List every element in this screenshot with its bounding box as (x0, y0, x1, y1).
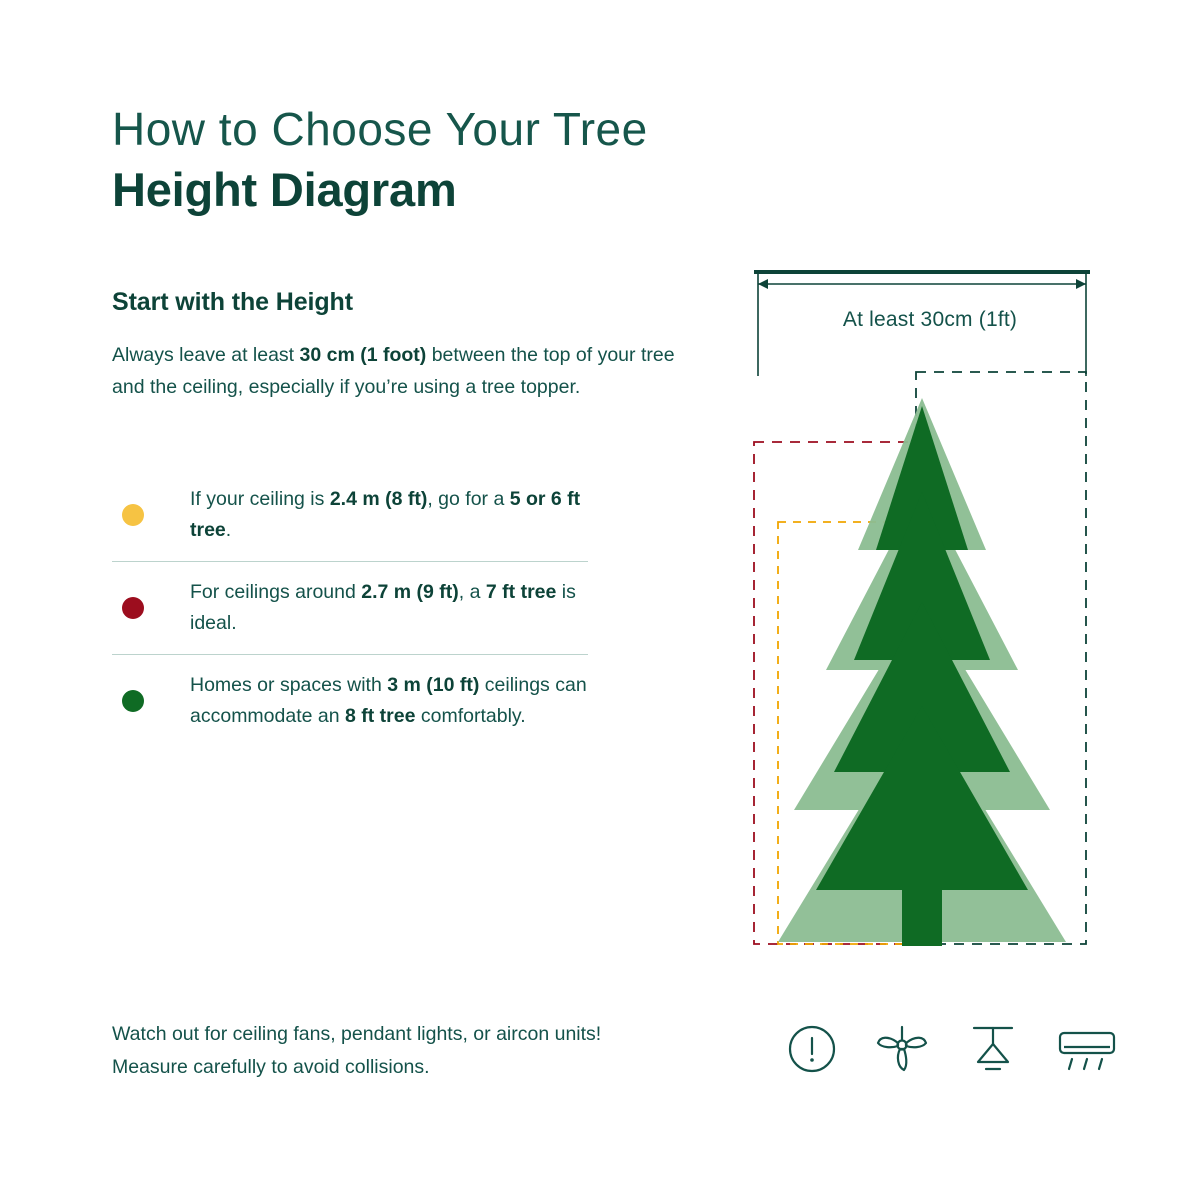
bullet-text-d: 5 or 6 ft tree (190, 487, 581, 542)
bullet-text-e: comfortably. (415, 705, 526, 728)
tree-silhouette-dark (816, 406, 1028, 946)
footnote-line1: Watch out for ceiling fans, pendant lights, or aircon units! (112, 1023, 602, 1045)
bullet-text-a: For ceilings around (190, 580, 362, 603)
clearance-arrow-right (1076, 279, 1086, 289)
bullet-text-e: . (225, 519, 232, 542)
page-header (112, 104, 812, 217)
list-item (112, 469, 588, 561)
page-title-line2: Height Diagram (112, 162, 457, 216)
list-item (112, 655, 588, 747)
bullet-text-c: ceilings can accommodate an (190, 673, 587, 728)
intro-text-b: 30 cm (1 foot) (299, 344, 427, 366)
intro-text-a: Always leave at least (112, 344, 300, 366)
list-item-text (190, 484, 588, 547)
warning-icon (786, 1023, 838, 1075)
bullet-text-d: 8 ft tree (345, 705, 416, 728)
bullet-text-c: , go for a (427, 487, 510, 510)
clearance-arrow-left (758, 279, 768, 289)
bullet-dot-green (122, 690, 144, 712)
bullet-text-e: is ideal. (190, 580, 576, 635)
content-column (112, 288, 712, 747)
bullet-list (112, 469, 588, 747)
bullet-text-b: 2.4 m (8 ft) (329, 487, 428, 510)
bullet-text-b: 2.7 m (9 ft) (361, 580, 459, 603)
pendant-light-icon (966, 1022, 1020, 1076)
bullet-dot-yellow (122, 504, 144, 526)
section-heading: Start with the Height (112, 288, 353, 316)
footnote (112, 1018, 772, 1084)
page-title-line1: How to Choose Your Tree (112, 103, 648, 155)
bullet-text-d: 7 ft tree (485, 580, 557, 603)
list-item-text (190, 670, 588, 733)
intro-paragraph (112, 339, 702, 403)
list-item-text (190, 577, 588, 640)
bullet-text-a: If your ceiling is (190, 487, 330, 510)
footnote-line2: Measure carefully to avoid collisions. (112, 1055, 430, 1078)
bullet-dot-red (122, 597, 144, 619)
tree-height-diagram (730, 250, 1150, 990)
ceiling-fan-icon (874, 1023, 930, 1075)
bullet-text-c: , a (458, 580, 486, 603)
bullet-text-b: 3 m (10 ft) (387, 673, 480, 696)
aircon-unit-icon (1056, 1025, 1118, 1073)
list-item (112, 562, 588, 654)
clearance-label: At least 30cm (1ft) (842, 308, 1018, 331)
diagram-svg (730, 250, 1150, 990)
hazard-icon-row (786, 1022, 1118, 1076)
bullet-text-a: Homes or spaces with (190, 673, 388, 696)
intro-text-c: between the top of your tree and the ceiling, especially if you’re using a tree topper. (112, 344, 675, 399)
